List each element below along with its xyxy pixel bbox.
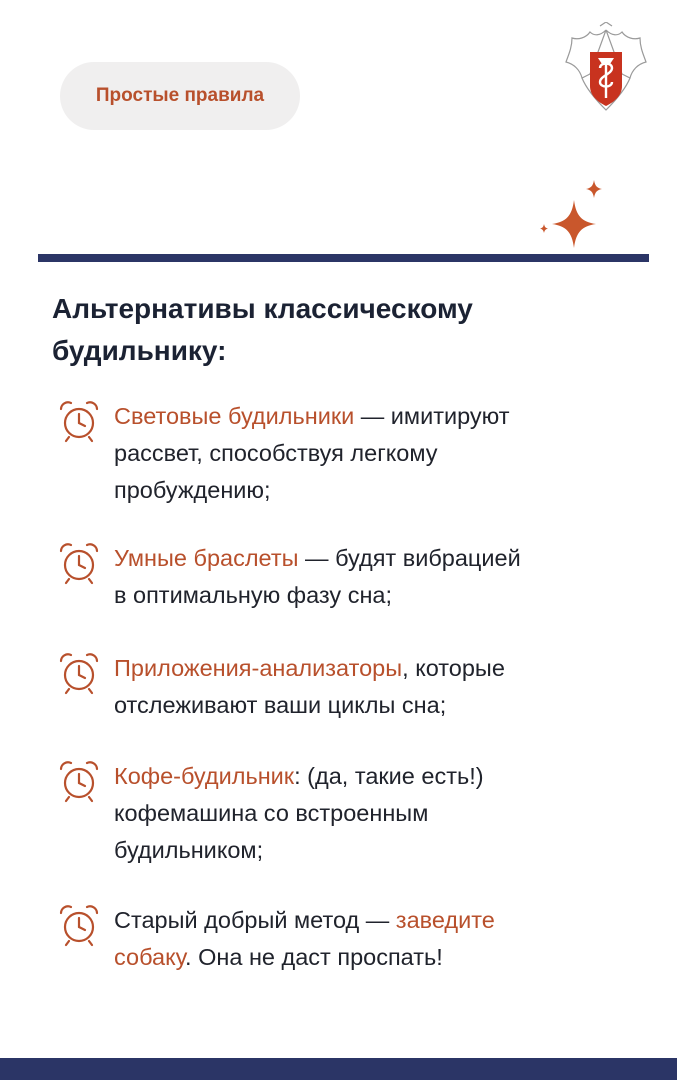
item-text: — будят вибрацией	[298, 545, 521, 571]
alarm-clock-icon	[56, 650, 102, 696]
item-accent: заведите	[395, 907, 495, 933]
item-accent: собаку	[114, 944, 186, 970]
top-divider	[38, 254, 649, 262]
alarm-clock-icon	[56, 398, 102, 444]
item-accent: Умные браслеты	[114, 545, 299, 571]
item-text: кофемашина со встроенным	[114, 800, 429, 826]
alarm-clock-icon	[56, 758, 102, 804]
page-title-line-1: Альтернативы классическому	[52, 293, 473, 324]
item-text: Старый добрый метод —	[114, 907, 396, 933]
page-title	[52, 288, 642, 372]
item-text: . Она не даст проспать!	[185, 944, 443, 970]
item-text: пробуждению;	[114, 477, 271, 503]
item-text: — имитируют	[354, 403, 510, 429]
item-accent: Световые будильники	[114, 403, 355, 429]
section-badge	[60, 62, 300, 130]
alarm-clock-icon	[56, 902, 102, 948]
item-accent: Приложения-анализаторы	[114, 655, 403, 681]
section-badge-label: Простые правила	[95, 85, 265, 106]
item-text: , которые	[402, 655, 505, 681]
item-text: будильником;	[114, 837, 264, 863]
item-text: : (да, такие есть!)	[294, 763, 484, 789]
alarm-clock-icon	[56, 540, 102, 586]
item-text: в оптимальную фазу сна;	[114, 582, 393, 608]
item-accent: Кофе-будильник	[114, 763, 295, 789]
item-text: рассвет, способствуя легкому	[114, 440, 438, 466]
item-text: отслеживают ваши циклы сна;	[114, 692, 447, 718]
sparkle-icon	[530, 172, 612, 252]
page-title-line-2: будильнику:	[52, 335, 227, 366]
bottom-bar	[0, 1058, 677, 1080]
rospotrebnadzor-emblem-icon	[560, 22, 652, 118]
